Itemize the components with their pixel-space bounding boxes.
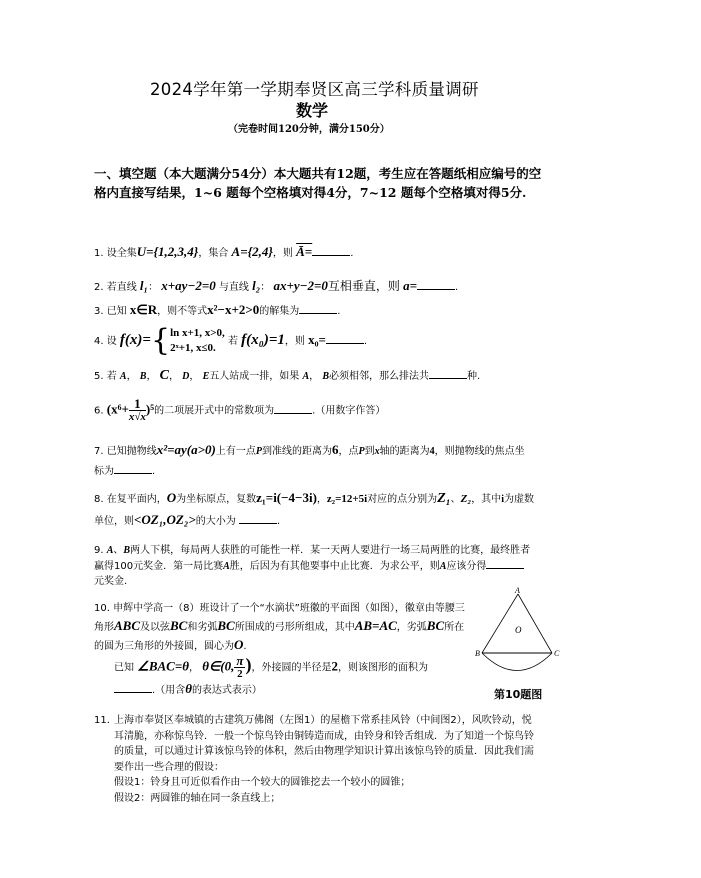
text: ： <box>260 282 271 293</box>
math: E <box>202 371 210 382</box>
math: A <box>439 561 447 572</box>
question-6 <box>94 398 385 423</box>
math: x <box>374 446 380 457</box>
text: 设全集 <box>106 248 137 259</box>
math: z₁=i(−4−3i) <box>256 490 317 505</box>
math: 6 <box>332 442 339 457</box>
math: C <box>159 368 169 383</box>
text: ， <box>316 494 327 505</box>
text: 必须相邻，那么排法共 <box>328 371 429 382</box>
q11-assumption-1: 假设1：铃身且可近似看作由一个较大的圆锥挖去一个较小的圆锥； <box>114 777 411 788</box>
question-number: 7. <box>94 446 104 457</box>
text: 为虚数单位，则 <box>94 494 534 527</box>
text: 申辉中学高一（8）班设计了一个“水滴状”班徽的平面图（如图），徽章由等腰三角形 <box>94 603 465 633</box>
text: . <box>337 306 341 317</box>
math: i <box>501 494 504 505</box>
text: ，则不等式 <box>157 306 208 317</box>
label-o: O <box>515 625 522 635</box>
answer-blank[interactable] <box>326 333 364 344</box>
text: . <box>276 516 281 527</box>
case-1: ln x+1, x>0, <box>170 327 225 339</box>
text: . <box>350 248 354 259</box>
numerator: π <box>236 653 244 668</box>
text: 和劣弧 <box>187 622 218 633</box>
question-5 <box>94 368 480 385</box>
answer-blank[interactable] <box>239 513 277 524</box>
left-brace: { <box>150 323 171 358</box>
text: 若 <box>227 336 238 347</box>
question-number: 10. <box>94 603 110 614</box>
question-number: 3. <box>94 306 104 317</box>
question-1 <box>94 244 353 262</box>
text: 所在的圆为三角形的外接圆，圆心为 <box>94 622 465 652</box>
text: 的二项展开式中的常数项为 <box>154 405 275 417</box>
text: 、 <box>450 494 461 505</box>
fraction <box>234 655 245 680</box>
math: ax+y−2=0 <box>273 278 328 293</box>
text: ， <box>309 371 320 382</box>
answer-blank[interactable] <box>299 303 337 314</box>
math: l₂ <box>252 278 261 293</box>
label-c: C <box>554 649 560 658</box>
math: BC <box>170 618 188 633</box>
side-ab <box>482 594 518 653</box>
text: 及以弦 <box>140 622 171 633</box>
math: x+ay−2=0 <box>161 278 216 293</box>
text: 上有一点 <box>215 446 256 457</box>
text: 已知抛物线 <box>106 446 157 457</box>
question-number: 6. <box>94 405 104 417</box>
label-b: B <box>475 649 480 658</box>
q11-paragraph: 上海市奉贤区奉城镇的古建筑万佛阁（左图1）的屋檐下常系挂风铃（中间图2），风吹铃动，悦耳清脆，亦称惊鸟铃．一般一个惊鸟铃由铜铸造而成，由铃身和铃舌组成．为了知道一个惊鸟铃的质量，可以通过计算该惊鸟铃的体积，然后由物理学知识计算出该惊鸟铃的质量．因此我们需要作出一些合理的假设： <box>114 715 534 773</box>
math: a= <box>403 278 418 293</box>
exam-note: （完卷时间120分钟，满分150分） <box>228 124 390 135</box>
exam-subject: 数学 <box>296 101 329 120</box>
math: l₁ <box>139 278 149 293</box>
arc-bc <box>482 653 552 671</box>
math: 4 <box>429 446 435 457</box>
text: 互相垂直，则 <box>327 279 400 293</box>
text: ，劣弧 <box>396 622 427 633</box>
question-9 <box>94 543 534 589</box>
text: ，点 <box>338 446 359 457</box>
answer-blank[interactable] <box>486 558 524 569</box>
text: ，集合 <box>198 248 229 259</box>
text: 若直线 <box>106 282 137 293</box>
text: 应该分得 <box>446 561 487 572</box>
answer-blank[interactable] <box>274 403 312 414</box>
question-4 <box>94 323 368 358</box>
math: AB=AC <box>354 618 397 633</box>
text: . <box>455 282 459 293</box>
denominator: 2 <box>237 668 243 680</box>
fraction <box>129 398 146 423</box>
answer-blank[interactable] <box>312 245 350 256</box>
math: BC <box>426 618 445 633</box>
math: Z₁ <box>437 491 451 506</box>
section-heading: 一、填空题（本大题满分54分）本大题共有12题，考生应在答题纸相应编号的空格内直接写结果，1~6 题每个空格填对得4分，7~12 题每个空格填对得5分. <box>94 166 542 200</box>
math: f(x₀)=1 <box>241 332 285 348</box>
denominator: x√x <box>128 411 146 423</box>
numerator: 1 <box>129 398 146 411</box>
answer-blank[interactable] <box>429 368 467 379</box>
text: . <box>243 641 247 652</box>
math: U={1,2,3,4} <box>136 244 199 259</box>
text: 种. <box>466 371 481 382</box>
piecewise-cases <box>170 326 225 356</box>
math: D <box>182 371 190 382</box>
question-2 <box>94 278 458 296</box>
math: B <box>322 371 329 382</box>
text: 所围成的弓形所组成，其中 <box>234 622 355 633</box>
math: x²−x+2>0 <box>207 302 260 317</box>
math: Ā= <box>296 244 313 259</box>
math: Z₂ <box>460 493 472 505</box>
math: 2 <box>331 658 338 674</box>
answer-blank[interactable] <box>114 682 152 693</box>
math: P <box>358 446 365 457</box>
q11-body <box>94 713 534 806</box>
math: A <box>302 371 310 382</box>
question-number: 11. <box>94 715 110 726</box>
text: 的表达式表示） <box>191 685 262 696</box>
text: ， <box>189 371 200 382</box>
question-number: 5. <box>94 371 104 382</box>
text: ， <box>189 662 200 674</box>
text: 在复平面内， <box>106 494 167 505</box>
text: 、 <box>113 545 124 556</box>
question-number: 2. <box>94 282 104 293</box>
answer-blank[interactable] <box>114 463 152 474</box>
text: .（用含 <box>152 685 186 696</box>
math: A <box>119 371 127 382</box>
question-number: 9. <box>94 545 104 556</box>
text: 已知 <box>114 662 134 674</box>
text: ， <box>126 371 137 382</box>
q11-text <box>114 713 534 806</box>
figure-10-caption: 第10题图 <box>494 688 543 701</box>
text: ，则抛物线的焦点坐标为 <box>94 446 525 477</box>
math: B <box>123 545 131 556</box>
math: O <box>234 637 244 652</box>
question-8 <box>94 488 534 532</box>
label-a: A <box>515 586 520 595</box>
math: f(x)= <box>119 332 151 348</box>
text: .（用数字作答） <box>312 405 386 417</box>
text: 五人站成一排，如果 <box>209 371 300 382</box>
text: ： <box>148 282 159 293</box>
exam-title: 2024学年第一学期奉贤区高三学科质量调研 <box>150 80 479 99</box>
text: ，外接圆的半径是 <box>251 662 332 674</box>
text: 对应的点分别为 <box>367 494 438 505</box>
text: 两人下棋，每局两人获胜的可能性一样．某一天两人要进行一场三局两胜的比赛，最终胜者赢得100元奖金．第一局比赛 <box>94 545 531 572</box>
math: P <box>255 446 262 457</box>
math: <OZ₁,OZ₂> <box>134 512 196 527</box>
text: 到准线的距离为 <box>262 446 332 457</box>
text: ， <box>146 371 157 382</box>
text: 设 <box>106 336 117 347</box>
text: 胜，后因为有其他要事中止比赛．为求公平，则 <box>229 561 440 572</box>
text: 的解集为 <box>259 306 300 317</box>
text: 若 <box>106 371 117 382</box>
math: x₀= <box>308 332 326 347</box>
text: ，则 <box>272 248 293 259</box>
math: A <box>223 561 230 572</box>
math: ∠BAC=θ <box>137 658 190 674</box>
text: ，其中 <box>471 494 502 505</box>
text: ，则该图形的面积为 <box>337 662 428 674</box>
case-2: 2ˣ+1, x≤0. <box>170 342 216 354</box>
math: BC <box>217 618 235 633</box>
math: θ∈(0, <box>202 658 235 674</box>
question-7 <box>94 440 534 482</box>
text: 与直线 <box>218 282 249 293</box>
math: x²=ay(a>0) <box>156 442 216 457</box>
text: 到 <box>364 446 375 457</box>
question-number: 1. <box>94 248 104 259</box>
math: θ <box>185 681 192 696</box>
text: . <box>152 466 156 477</box>
question-number: 4. <box>94 336 104 347</box>
answer-blank[interactable] <box>417 279 455 290</box>
q11-assumption-2: 假设2：两圆锥的轴在同一条直线上； <box>114 792 281 804</box>
text: 已知 <box>106 306 127 317</box>
side-ac <box>518 594 552 653</box>
text: ， <box>168 371 179 382</box>
math: A={2,4} <box>231 244 273 259</box>
math: ) <box>245 654 252 675</box>
question-3 <box>94 302 340 320</box>
math: (x⁶+ <box>106 401 129 417</box>
math: B <box>139 371 147 382</box>
math: z₂=12+5i <box>326 493 368 505</box>
math: )⁵ <box>145 401 155 417</box>
figure-10-diagram <box>470 580 580 680</box>
question-11 <box>94 713 534 806</box>
text: ，则 <box>284 336 305 347</box>
text: 元奖金. <box>94 576 128 587</box>
math: O <box>166 490 177 505</box>
question-number: 8. <box>94 494 104 505</box>
math: A <box>106 545 114 556</box>
math: ABC <box>114 618 141 633</box>
text: . <box>363 336 368 347</box>
math: x∈R <box>129 302 158 317</box>
text: 轴的距离为 <box>379 446 430 457</box>
question-10 <box>94 600 474 699</box>
text: 的大小为 <box>195 516 236 527</box>
text: 为坐标原点，复数 <box>176 494 257 505</box>
